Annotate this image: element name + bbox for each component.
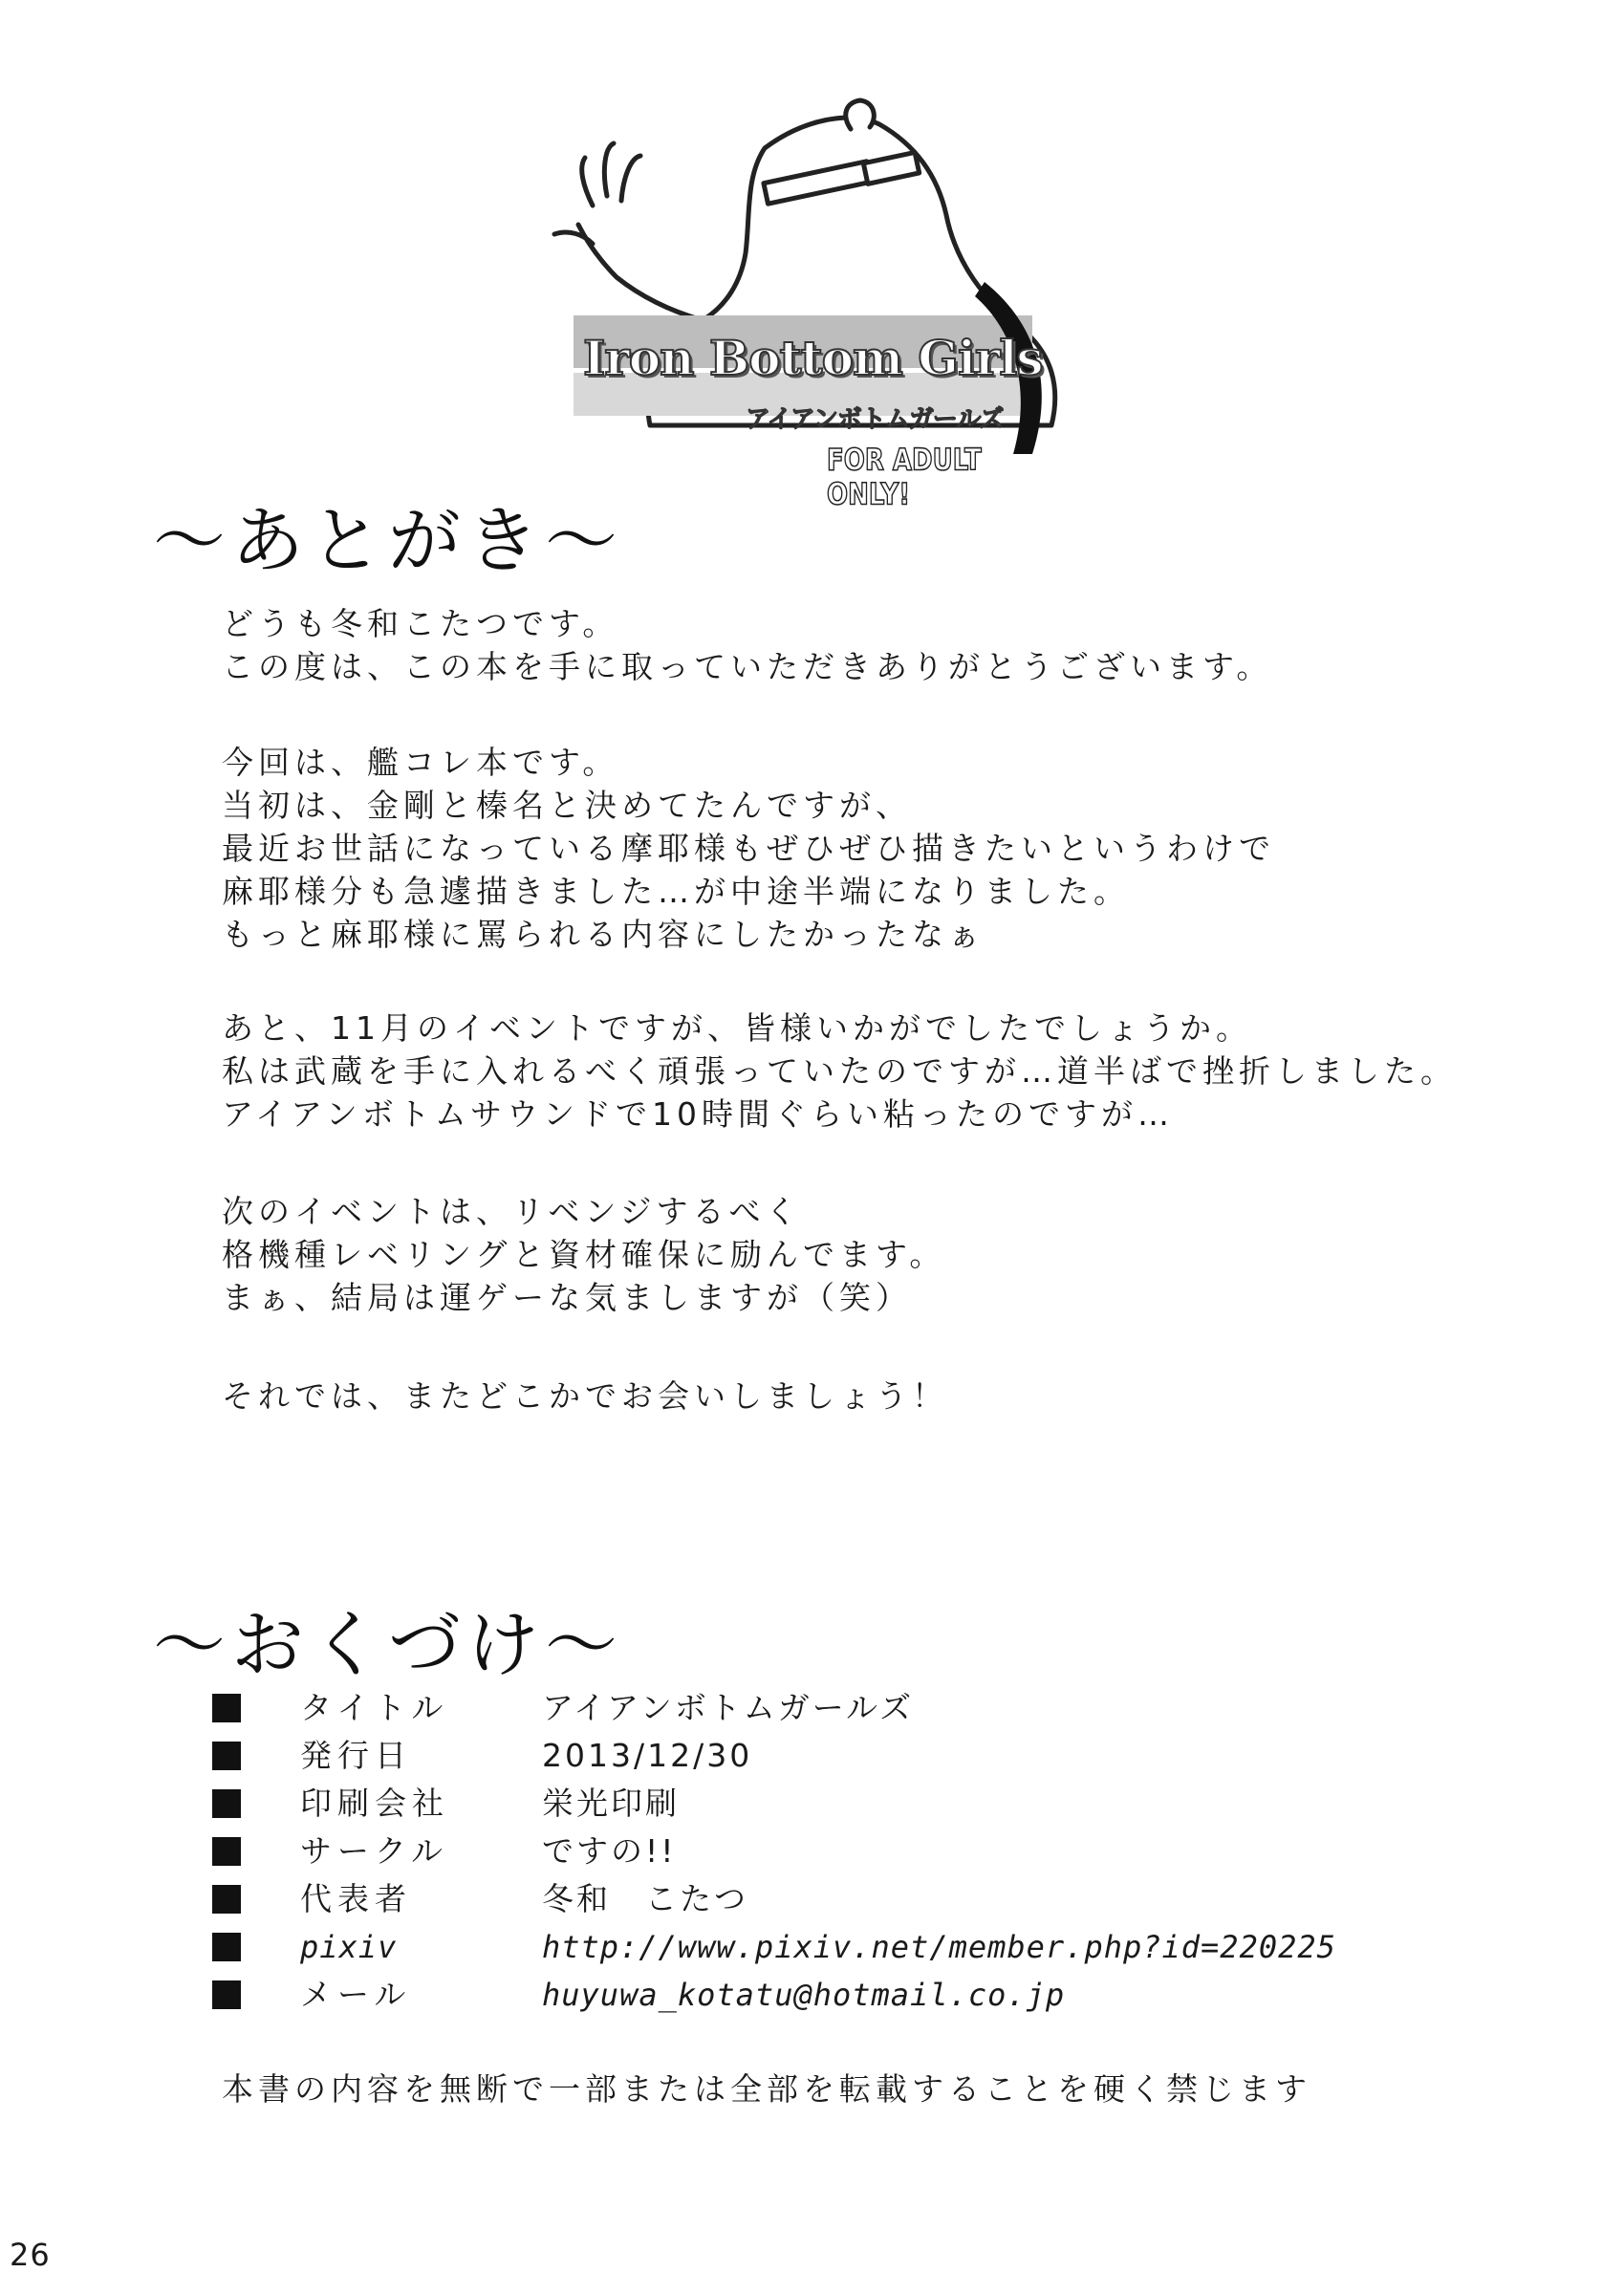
email-link[interactable]: huyuwa_kotatu@hotmail.co.jp [542,1977,1066,2013]
text-line: それでは、またどこかでお会いしましょう！ [222,1377,948,1415]
colophon-label: 印刷会社 [300,1785,449,1822]
text-line: 格機種レベリングと資材確保に励んでます。 [222,1236,946,1273]
pixiv-link[interactable]: http://www.pixiv.net/member.php?id=220225 [542,1929,1336,1965]
square-bullet-icon [212,1933,241,1961]
square-bullet-icon [212,1742,241,1770]
colophon-row-pixiv [212,1926,1455,1968]
text-line: 当初は、金剛と榛名と決めてたんですが、 [222,787,912,824]
colophon-value: ですの!! [542,1832,677,1870]
text-line: 私は武蔵を手に入れるべく頑張っていたのですが…道半ばで挫折しました。 [222,1052,1457,1090]
afterword-heading: ～あとがき～ [153,498,623,583]
colophon-label: pixiv [300,1929,398,1965]
square-bullet-icon [212,1694,241,1722]
text-line: 今回は、艦コレ本です。 [222,744,619,781]
square-bullet-icon [212,1837,241,1866]
afterword-paragraph [222,741,1275,956]
page-number: 26 [10,2237,51,2273]
rating-label: FOR ADULT ONLY! [827,444,982,512]
colophon-label: メール [300,1976,412,2013]
text-line: この度は、この本を手に取っていただきありがとうございます。 [222,648,1273,685]
colophon-row-circle [212,1830,1455,1872]
text-line: あと、11月のイベントですが、皆様いかがでしたでしょうか。 [222,1009,1252,1047]
colophon-row-date [212,1735,1455,1777]
text-line: まぁ、結局は運ゲーな気ましますが（笑） [222,1279,912,1316]
text-line: 麻耶様分も急遽描きました…が中途半端になりました。 [222,873,1130,910]
colophon-row-printer [212,1783,1455,1825]
colophon-label: タイトル [300,1689,449,1726]
colophon-row-email [212,1974,1455,2016]
colophon-value: 冬和 こたつ [542,1880,748,1917]
colophon-heading: ～おくづけ～ [153,1602,623,1687]
colophon-row-title [212,1687,1455,1729]
square-bullet-icon [212,1980,241,2009]
afterword-paragraph [222,1374,948,1418]
text-line: どうも冬和こたつです。 [222,605,619,642]
colophon-label: 代表者 [300,1880,412,1917]
colophon-value: アイアンボトムガールズ [542,1689,915,1726]
afterword-paragraph [222,602,1272,688]
colophon-label: 発行日 [300,1737,412,1774]
afterword-paragraph [222,1006,1457,1136]
text-line: 次のイベントは、リベンジするべく [222,1193,802,1230]
colophon-value: 栄光印刷 [542,1785,680,1822]
colophon-value: 2013/12/30 [542,1737,753,1774]
logo-title: Iron Bottom Girls [583,330,1043,386]
colophon-row-representative [212,1878,1455,1920]
afterword-paragraph [222,1190,945,1319]
square-bullet-icon [212,1885,241,1914]
logo-subtitle: アイアンボトムガールズ [746,405,1004,434]
colophon-label: サークル [300,1832,449,1870]
square-bullet-icon [212,1789,241,1818]
text-line: アイアンボトムサウンドで10時間ぐらい粘ったのですが… [222,1095,1175,1133]
copyright-notice: 本書の内容を無断で一部または全部を転載することを硬く禁じます [222,2070,1311,2108]
text-line: 最近お世話になっている摩耶様もぜひぜひ描きたいというわけで [222,830,1275,867]
text-line: もっと麻耶様に罵られる内容にしたかったなぁ [222,916,985,953]
